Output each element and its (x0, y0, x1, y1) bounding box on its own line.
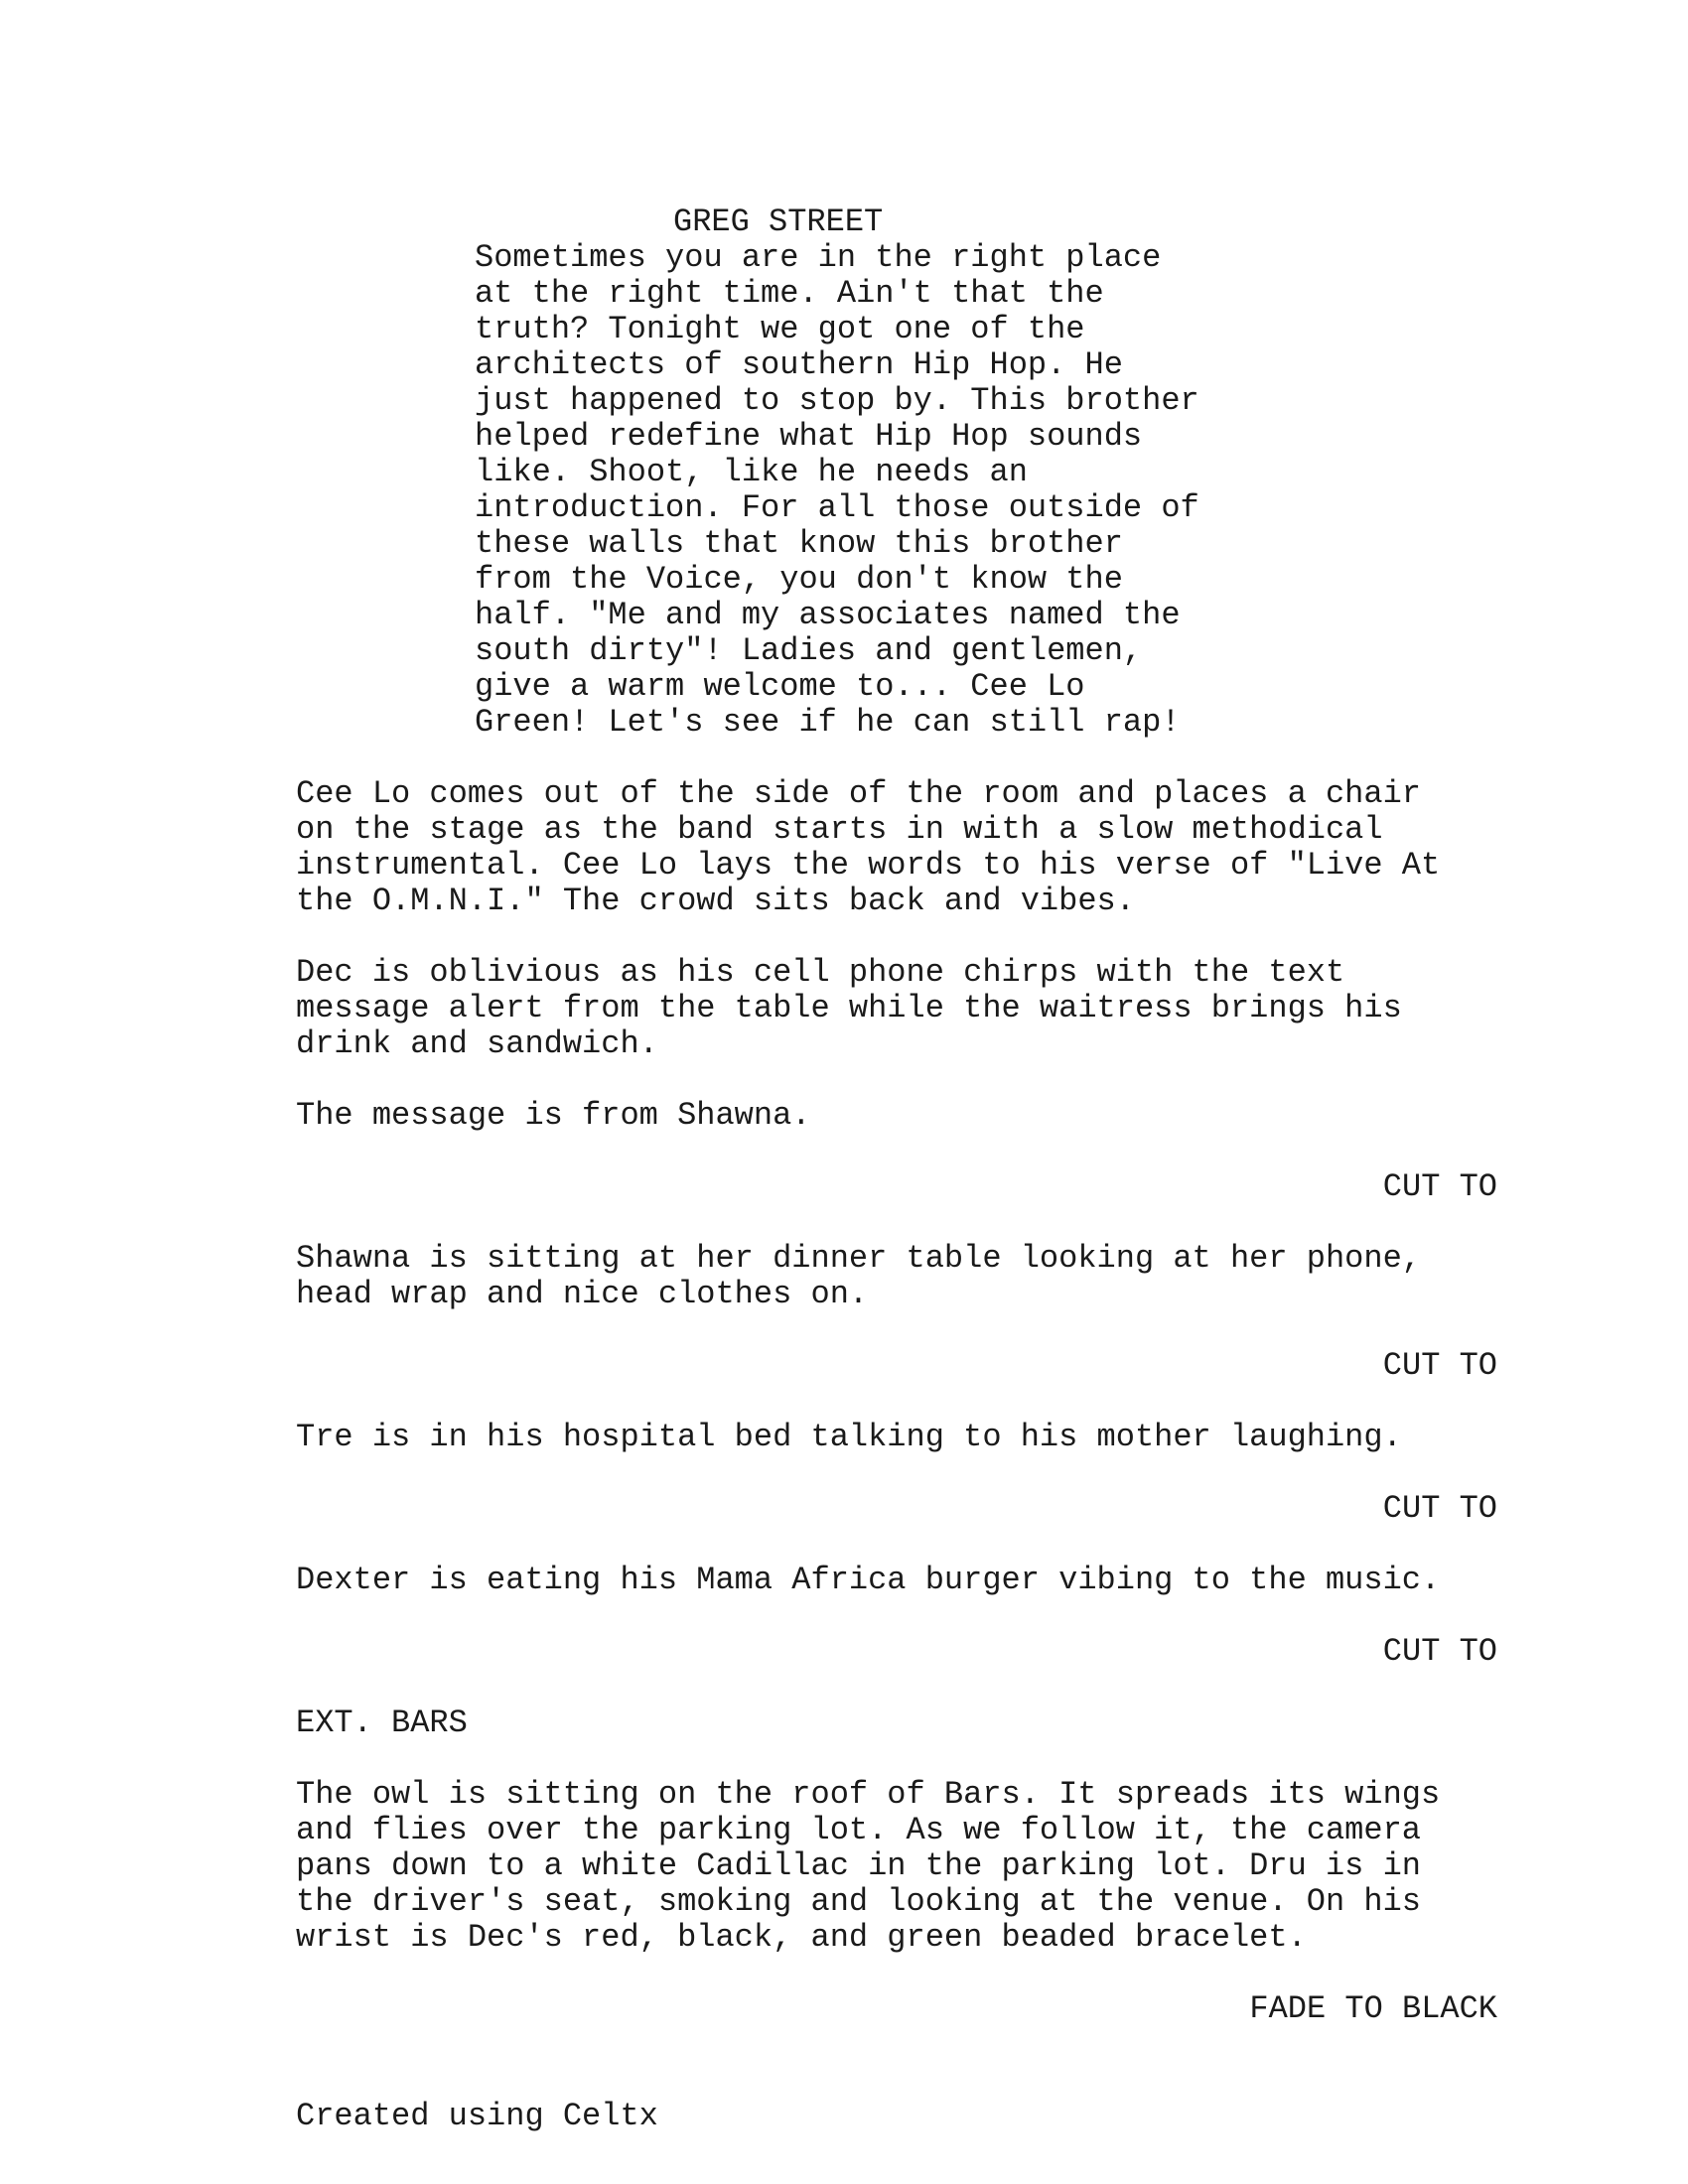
dialogue: Sometimes you are in the right place at the right time. Ain't that the truth? Tonight we got one of the architects of southern Hip Hop. He just happened to stop by. This brother helped redefine what Hip Hop sounds like. Shoot, like he needs an introduction. For all those outside of these walls that know this brother from the Voice, you don't know the half. "Me and my associates named the south dirty"! Ladies and gentlemen, give a warm welcome to... Cee Lo Green! Let's see if he can still rap! (475, 239, 1199, 741)
action-paragraph-shawna: Shawna is sitting at her dinner table looking at her phone, head wrap and nice clothes on. (296, 1240, 1421, 1312)
scene-heading: EXT. BARS (296, 1705, 468, 1741)
transition-cut-to: CUT TO (1382, 1168, 1497, 1205)
action-paragraph-dexter: Dexter is eating his Mama Africa burger vibing to the music. (296, 1562, 1441, 1598)
footer-credit: Created using Celtx (296, 2098, 658, 2134)
action-paragraph-owl: The owl is sitting on the roof of Bars. It spreads its wings and flies over the parking lot. As we follow it, the camera pans down to a white Cadillac in the parking lot. Dru is in the driver's seat, smoking and looking at the venue. On his wrist is Dec's red, black, and green beaded bracelet. (296, 1776, 1441, 1956)
action-paragraph-message: The message is from Shawna. (296, 1097, 811, 1134)
transition-cut-to: CUT TO (1382, 1633, 1497, 1670)
transition-cut-to: CUT TO (1382, 1347, 1497, 1384)
action-paragraph-dec-phone: Dec is oblivious as his cell phone chirps with the text message alert from the table while the waitress brings his drink and sandwich. (296, 954, 1402, 1062)
transition-cut-to: CUT TO (1382, 1490, 1497, 1527)
transition-fade-to-black: FADE TO BLACK (1249, 1990, 1497, 2027)
action-paragraph-cee-lo: Cee Lo comes out of the side of the room and places a chair on the stage as the band starts in with a slow methodical instrumental. Cee Lo lays the words to his verse of "Live At the O.M.N.I." The crowd sits back and vibes. (296, 775, 1441, 919)
action-paragraph-tre: Tre is in his hospital bed talking to his mother laughing. (296, 1419, 1402, 1455)
character-name: GREG STREET (673, 204, 884, 240)
